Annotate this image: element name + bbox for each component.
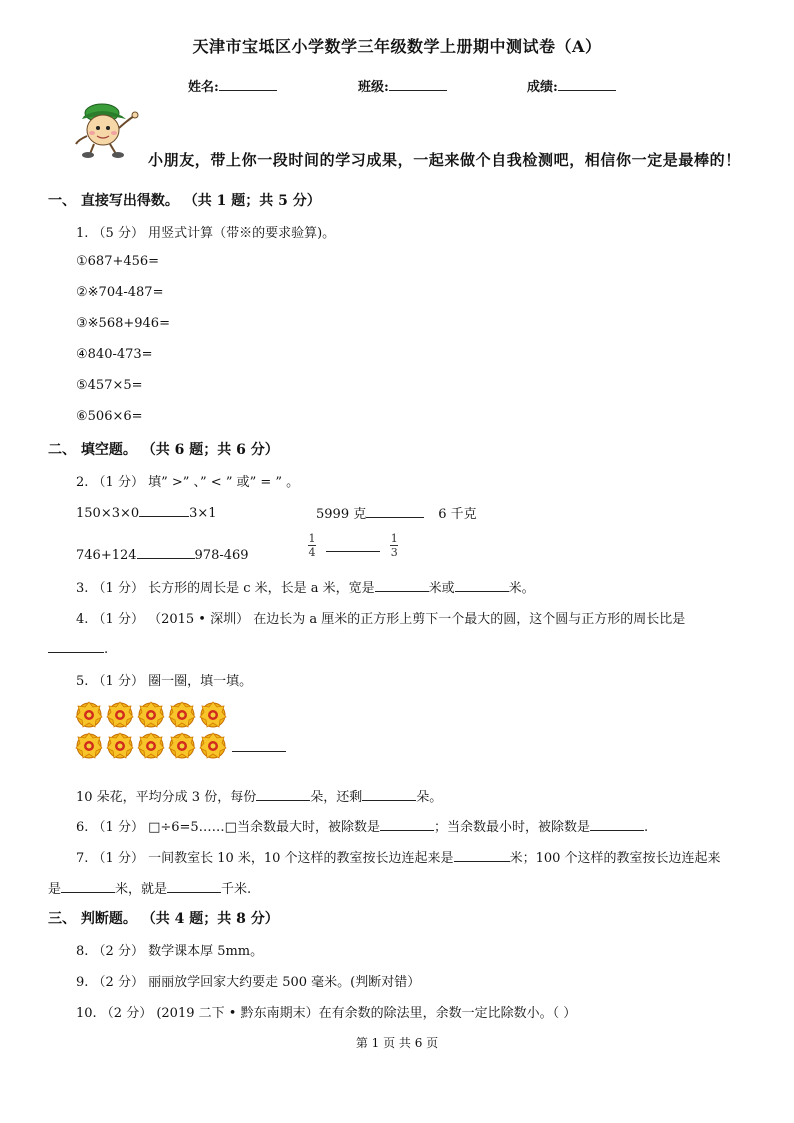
fraction-right-numerator: 1 [390,532,398,545]
q2-compare-1 [76,503,217,521]
q2-compare-2 [316,503,477,522]
question-10: 10. （2 分） (2019 二下 • 黔东南期末）在有余数的除法里，余数一定比除数小。（ ） [76,1006,577,1021]
fraction-left-denominator: 4 [308,546,316,559]
q2-compare-3-left: 746+124 [76,548,137,563]
flower-icon [136,701,166,729]
q6-blank-1[interactable] [380,817,434,831]
q5-part-3: 朵。 [416,790,443,805]
question-1-prompt: 1. （5 分） 用竖式计算（带※的要求验算)。 [76,226,336,241]
cartoon-boy-mascot [70,98,146,160]
question-2-prompt: 2. （1 分） 填” >” 、” < ” 或” = ” 。 [76,475,300,490]
q7-blank-1[interactable] [454,848,510,862]
q3-middle: 米或 [428,581,455,596]
q5-part-1: 10 朵花，平均分成 3 份，每份 [76,790,257,805]
q1-item-6: ⑥506×6= [76,409,143,424]
flower-icon [105,732,135,760]
question-7-line-1 [76,847,721,866]
q6-blank-2[interactable] [590,817,644,831]
score-blank[interactable] [558,77,616,91]
q6-middle: ；当余数最小时，被除数是 [433,820,590,835]
score-label: 成绩: [527,80,558,95]
q5-flower-blank[interactable] [232,751,286,752]
q5-part-2: 朵，还剩 [310,790,363,805]
score-field [527,76,616,95]
question-8: 8. （2 分） 数学课本厚 5mm。 [76,944,264,959]
q7-blank-3[interactable] [167,879,221,893]
class-blank[interactable] [389,77,447,91]
q2-compare-3 [76,545,249,563]
q2-compare-3-right: 978-469 [194,548,249,563]
flower-icon [198,701,228,729]
class-field [358,76,447,95]
q7-line2-mid: 米，就是 [115,882,168,897]
question-5-prompt: 5. （1 分） 圈一圈，填一填。 [76,674,253,689]
q3-prompt: 3. （1 分） 长方形的周长是 c 米，长是 a 米，宽是 [76,581,375,596]
q1-item-5: ⑤457×5= [76,378,143,393]
q7-middle: 米；100 个这样的教室按长边连起来 [509,851,721,866]
q4-end: . [104,642,109,657]
question-3 [76,577,535,596]
q1-item-2: ②※704-487= [76,285,164,300]
question-6 [76,816,648,835]
name-blank[interactable] [219,77,277,91]
q7-prompt: 7. （1 分） 一间教室长 10 米，10 个这样的教室按长边连起来是 [76,851,454,866]
section-3-heading: 三、 判断题。 （共 4 题；共 8 分） [48,911,279,927]
flower-icon [167,732,197,760]
q2-compare-2-left: 5999 克 [316,507,367,522]
flower-icon [167,701,197,729]
q2-compare-4-blank[interactable] [326,538,380,552]
fraction-right-denominator: 3 [390,546,398,559]
question-4-prompt: 4. （1 分） （2015 • 深圳） 在边长为 a 厘米的正方形上剪下一个最大的圆，这个圆与正方形的周长比是 [76,612,686,627]
fraction-one-quarter [308,533,316,558]
question-5-answer [76,786,442,805]
q7-line2-start: 是 [48,882,62,897]
q5-blank-1[interactable] [256,787,310,801]
encouragement-text: 小朋友，带上你一段时间的学习成果，一起来做个自我检测吧，相信你一定是最棒的！ [148,151,741,169]
q2-compare-1-right: 3×1 [189,506,217,521]
name-label: 姓名: [188,80,219,95]
name-field [188,76,277,95]
section-2-heading: 二、 填空题。 （共 6 题；共 6 分） [48,442,279,458]
q2-compare-1-blank[interactable] [139,503,189,517]
question-7-line-2 [48,878,251,897]
question-9: 9. （2 分） 丽丽放学回家大约要走 500 毫米。(判断对错） [76,975,421,990]
q3-end: 米。 [508,581,535,596]
flower-icon [74,701,104,729]
q2-compare-4 [308,531,398,558]
flower-group [74,701,314,767]
page-title: 天津市宝坻区小学数学三年级数学上册期中测试卷（A） [192,37,602,56]
q1-item-4: ④840-473= [76,347,153,362]
q3-blank-2[interactable] [455,578,509,592]
class-label: 班级: [358,80,389,95]
fraction-one-third [390,533,398,558]
flower-icon [198,732,228,760]
q2-compare-3-blank[interactable] [137,545,195,559]
q4-blank[interactable] [48,639,104,653]
section-1-heading: 一、 直接写出得数。 （共 1 题；共 5 分） [48,193,321,209]
q2-compare-1-left: 150×3×0 [76,506,140,521]
q1-item-3: ③※568+946= [76,316,170,331]
q6-end: . [643,820,649,835]
q7-blank-2[interactable] [61,879,115,893]
flower-icon [105,701,135,729]
page-footer: 第 1 页 共 6 页 [355,1036,439,1050]
q3-blank-1[interactable] [375,578,429,592]
flower-icon [136,732,166,760]
q7-line2-end: 千米. [221,882,252,897]
q2-compare-2-right: 6 千克 [438,507,477,522]
fraction-left-numerator: 1 [308,532,316,545]
question-4-answer [48,639,108,657]
q5-blank-2[interactable] [362,787,416,801]
q1-item-1: ①687+456= [76,254,160,269]
q2-compare-2-blank[interactable] [366,504,424,518]
q6-prompt: 6. （1 分） □÷6=5……□当余数最大时，被除数是 [76,820,380,835]
flower-icon [74,732,104,760]
